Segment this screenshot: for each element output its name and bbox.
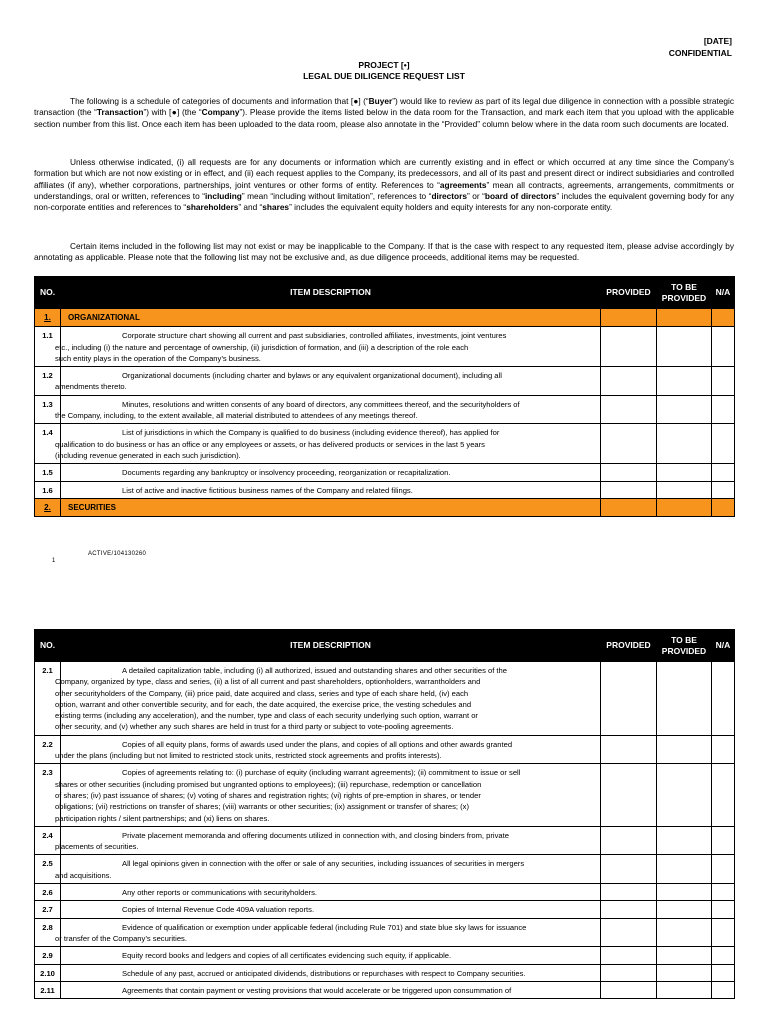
item-number: 2.3: [35, 764, 61, 826]
item-description: [55, 395, 601, 424]
item-description: [61, 947, 601, 964]
table-header-row: [35, 277, 735, 309]
na-cell[interactable]: [712, 662, 735, 736]
description-line: Any other reports or communications with securityholders.: [122, 888, 317, 898]
to-be-provided-cell[interactable]: [657, 884, 712, 901]
item-number: 1.6: [35, 481, 61, 498]
document-id-footer: ACTIVE/104130260: [88, 551, 147, 557]
item-description: [55, 918, 601, 947]
to-be-provided-cell[interactable]: [657, 464, 712, 481]
paragraph-text: ” mean all contracts, agreements, arrangements, commitments or understandings, oral or written, references to “: [34, 179, 734, 201]
column-header-na: N/A: [712, 277, 735, 309]
column-header-to-be-provided: TO BE PROVIDED: [657, 277, 712, 309]
paragraph-text: ” includes the equivalent governing body for any non-corporate entities and references to “: [34, 190, 734, 213]
section-row: [35, 498, 735, 516]
na-cell[interactable]: [712, 764, 735, 826]
column-header-na: N/A: [712, 630, 735, 662]
description-line: existing terms (including any acceleration), and the number, type and class of each security underlying such option, warrant or: [55, 711, 478, 721]
provided-cell[interactable]: [601, 424, 657, 464]
provided-cell[interactable]: [601, 947, 657, 964]
to-be-provided-cell[interactable]: [657, 918, 712, 947]
na-cell[interactable]: [712, 367, 735, 396]
provided-cell[interactable]: [601, 901, 657, 918]
na-cell[interactable]: [712, 826, 735, 855]
paragraph-text: ”) with [●] (the “: [143, 107, 202, 118]
paragraph-text: ”). Please provide the items listed below in the data room for the Transaction, and mark each item that you upload with the applicable section number from this list. Once each item has been uploaded to the data room, please also annotate in the “Provided” column below where in the data room such documents are located.: [34, 107, 734, 129]
description-line: under the plans (including but not limited to restricted stock units, restricted stock agreements and profits interests).: [55, 751, 442, 761]
column-header-no: NO.: [35, 630, 61, 662]
na-cell[interactable]: [712, 735, 735, 764]
confidential-label: CONFIDENTIAL: [668, 48, 732, 58]
table-row: [35, 424, 735, 464]
description-line: obligations; (vii) restrictions on transfer of shares; (viii) warrants or other securities; (ix) assignment or transfer of shares; (x): [55, 802, 469, 812]
description-line: List of jurisdictions in which the Company is qualified to do business (including evidence thereof), has applied for: [122, 428, 500, 438]
description-line: Agreements that contain payment or vesting provisions that would accelerate or be triggered upon consummation of: [122, 985, 512, 995]
to-be-provided-cell[interactable]: [657, 964, 712, 981]
description-line: Organizational documents (including charter and bylaws or any equivalent organizational document), including all: [122, 371, 502, 381]
item-description: [61, 981, 601, 998]
to-be-provided-cell[interactable]: [657, 327, 712, 367]
column-header-provided: PROVIDED: [601, 277, 657, 309]
description-line: etc., including (i) the nature and percentage of ownership, (ii) jurisdiction of formation, and (iii) a description of the role each: [55, 342, 469, 352]
description-line: Minutes, resolutions and written consents of any board of directors, any committees thereof, and the securityholders of: [122, 399, 520, 409]
description-line: Equity record books and ledgers and copies of all certificates evidencing such equity, if applicable.: [122, 951, 452, 961]
item-number: 2.7: [35, 901, 61, 918]
description-line: or transfer of the Company’s securities.: [55, 933, 187, 943]
provided-cell[interactable]: [601, 884, 657, 901]
item-description: [55, 327, 601, 367]
table-row: [35, 327, 735, 367]
item-description: [55, 764, 601, 826]
to-be-provided-cell[interactable]: [657, 764, 712, 826]
na-cell[interactable]: [712, 918, 735, 947]
table-row: [35, 901, 735, 918]
page-number: 1: [52, 558, 56, 564]
column-header-provided: PROVIDED: [601, 630, 657, 662]
to-be-provided-cell[interactable]: [657, 826, 712, 855]
na-cell[interactable]: [712, 498, 735, 516]
table-row: [35, 918, 735, 947]
table-row: [35, 764, 735, 826]
section-title: ORGANIZATIONAL: [61, 309, 601, 327]
to-be-provided-cell[interactable]: [657, 309, 712, 327]
intro-paragraph-1: [34, 96, 734, 130]
description-line: amendments thereto.: [55, 382, 127, 392]
provided-cell[interactable]: [601, 662, 657, 736]
description-line: Documents regarding any bankruptcy or insolvency proceeding, reorganization or recapitalization.: [122, 468, 451, 478]
provided-cell[interactable]: [601, 395, 657, 424]
description-line: the Company, including, to the extent available, all material distributed to attendees of any meetings thereof.: [55, 411, 418, 421]
table-row: [35, 964, 735, 981]
column-header-no: NO.: [35, 277, 61, 309]
na-cell[interactable]: [712, 855, 735, 884]
description-line: List of active and inactive fictitious business names of the Company and related filings.: [122, 485, 413, 495]
to-be-provided-cell[interactable]: [657, 947, 712, 964]
description-line: other securityholders of the Company, (iii) price paid, date acquired and class, series and type of each share held, (iv) each: [55, 688, 469, 698]
table-row: [35, 481, 735, 498]
item-number: 1.2: [35, 367, 61, 396]
document-title: LEGAL DUE DILIGENCE REQUEST LIST: [303, 71, 465, 81]
table-row: [35, 826, 735, 855]
defined-term: Buyer: [368, 96, 393, 106]
paragraph-text: ” and “: [238, 202, 263, 213]
description-line: (including revenue generated in each such jurisdiction).: [55, 450, 241, 460]
table-row: [35, 662, 735, 736]
description-line: participation rights / silent partnerships; and (xi) liens on shares.: [55, 813, 270, 823]
column-header-item-description: ITEM DESCRIPTION: [61, 630, 601, 662]
description-line: other security, and (v) whether any such shares are held in trust for a third party or subject to vote-pooling agreements.: [55, 722, 454, 732]
item-description: [61, 964, 601, 981]
paragraph-text: ” or “: [466, 190, 485, 201]
request-table-page-2: [34, 629, 735, 999]
na-cell[interactable]: [712, 424, 735, 464]
defined-term: board of directors: [484, 190, 557, 201]
item-number: 1.1: [35, 327, 61, 367]
provided-cell[interactable]: [601, 981, 657, 998]
provided-cell[interactable]: [601, 735, 657, 764]
na-cell[interactable]: [712, 464, 735, 481]
table-row: [35, 464, 735, 481]
item-number: 2.11: [35, 981, 61, 998]
provided-cell[interactable]: [601, 481, 657, 498]
column-header-to-be-provided: TO BE PROVIDED: [657, 630, 712, 662]
description-line: of shares; (iv) past issuance of shares; (v) voting of shares and registration rights; (vi) rights of pre-emption in shares, or tender: [55, 790, 481, 800]
description-line: Private placement memoranda and offering documents utilized in connection with, and closing binders from, private: [122, 830, 509, 840]
paragraph-text: ” includes the equivalent equity holders and equity interests for any non-corporate entity.: [289, 202, 613, 213]
description-line: Copies of Internal Revenue Code 409A valuation reports.: [122, 905, 315, 915]
na-cell[interactable]: [712, 395, 735, 424]
item-number: 1.3: [35, 395, 61, 424]
paragraph-text: ” mean “including without limitation”, references to “: [241, 190, 432, 201]
to-be-provided-cell[interactable]: [657, 395, 712, 424]
description-line: Copies of all equity plans, forms of awards used under the plans, and copies of all options and other awards granted: [122, 739, 513, 749]
item-number: 2.9: [35, 947, 61, 964]
item-description: [55, 367, 601, 396]
table-header-row: [35, 630, 735, 662]
item-description: [61, 481, 601, 498]
item-number: 2.2: [35, 735, 61, 764]
to-be-provided-cell[interactable]: [657, 855, 712, 884]
na-cell[interactable]: [712, 981, 735, 998]
table-row: [35, 947, 735, 964]
provided-cell[interactable]: [601, 855, 657, 884]
table-row: [35, 367, 735, 396]
paragraph-text: ”) would like to review as part of its legal due diligence in connection with a possible strategic transaction (the “: [34, 96, 735, 118]
project-title: PROJECT [•]: [358, 60, 410, 70]
request-table-page-1: [34, 276, 735, 517]
item-number: 2.5: [35, 855, 61, 884]
item-description: [61, 901, 601, 918]
item-description: [55, 662, 601, 736]
description-line: shares or other securities (including promised but ungranted options to employees); (iii) repurchase, redemption or cancellation: [55, 779, 482, 789]
provided-cell[interactable]: [601, 309, 657, 327]
to-be-provided-cell[interactable]: [657, 424, 712, 464]
description-line: Corporate structure chart showing all current and past subsidiaries, controlled affiliates, investments, joint ventures: [122, 331, 507, 341]
section-number: 1.: [35, 309, 61, 327]
defined-term: shares: [262, 202, 290, 213]
to-be-provided-cell[interactable]: [657, 498, 712, 516]
na-cell[interactable]: [712, 327, 735, 367]
na-cell[interactable]: [712, 481, 735, 498]
provided-cell[interactable]: [601, 464, 657, 481]
provided-cell[interactable]: [601, 964, 657, 981]
defined-term: Company: [201, 107, 240, 118]
paragraph-text: Unless otherwise indicated, (i) all requests are for any documents or information which are currently existing and in effect or which occurred at any time since the Company’s formation but which are not now existing or in effect, and (ii) each request applies to the Company, its predecessors, and all of its past and present direct or indirect subsidiaries and controlled affiliates (if any), whether corporations, partnerships, joint ventures or other forms of entity. References to “: [34, 157, 734, 190]
item-description: [55, 826, 601, 855]
table-row: [35, 395, 735, 424]
to-be-provided-cell[interactable]: [657, 735, 712, 764]
item-number: 2.6: [35, 884, 61, 901]
provided-cell[interactable]: [601, 764, 657, 826]
provided-cell[interactable]: [601, 826, 657, 855]
item-description: [55, 424, 601, 464]
item-number: 2.10: [35, 964, 61, 981]
to-be-provided-cell[interactable]: [657, 981, 712, 998]
item-description: [55, 735, 601, 764]
defined-term: Transaction: [96, 107, 144, 118]
description-line: All legal opinions given in connection with the offer or sale of any securities, including issuances of securities in mergers: [122, 859, 525, 869]
intro-paragraph-3: [34, 241, 734, 264]
to-be-provided-cell[interactable]: [657, 481, 712, 498]
section-title: SECURITIES: [61, 498, 601, 516]
description-line: option, warrant and other convertible security, and for each, the date acquired, the exercise price, the vesting schedules and: [55, 699, 472, 709]
table-row: [35, 855, 735, 884]
section-row: [35, 309, 735, 327]
table-row: [35, 981, 735, 998]
description-line: qualification to do business or has an office or any employees or assets, or has delivered products or services in the last 5 years: [55, 439, 485, 449]
column-header-item-description: ITEM DESCRIPTION: [61, 277, 601, 309]
provided-cell[interactable]: [601, 498, 657, 516]
description-line: Copies of agreements relating to: (i) purchase of equity (including warrant agreements); (ii) commitment to issue or sell: [122, 768, 521, 778]
na-cell[interactable]: [712, 964, 735, 981]
paragraph-text: The following is a schedule of categories of documents and information that [●] (“: [70, 96, 369, 106]
na-cell[interactable]: [712, 884, 735, 901]
table-row: [35, 735, 735, 764]
paragraph-text: Certain items included in the following list may not exist or may be inapplicable to the Company. If that is the case with respect to any requested item, please advise accordingly by annotating as applicable. Please note that the following list may not be exclusive and, as due diligence proceeds, additional items may be requested.: [34, 241, 734, 263]
section-number: 2.: [35, 498, 61, 516]
na-cell[interactable]: [712, 309, 735, 327]
description-line: Evidence of qualification or exemption under applicable federal (including Rule 701) and state blue sky laws for issuance: [122, 922, 527, 932]
description-line: Schedule of any past, accrued or anticipated dividends, distributions or repurchases with respect to Company securities.: [122, 968, 526, 978]
item-number: 1.4: [35, 424, 61, 464]
description-line: and acquisitions.: [55, 870, 112, 880]
na-cell[interactable]: [712, 947, 735, 964]
provided-cell[interactable]: [601, 327, 657, 367]
description-line: placements of securities.: [55, 842, 139, 852]
description-line: A detailed capitalization table, including (i) all authorized, issued and outstanding shares and other securities of the: [122, 666, 507, 675]
defined-term: directors: [431, 190, 467, 201]
item-description: [61, 464, 601, 481]
defined-term: including: [204, 190, 242, 201]
intro-paragraph-2: [34, 157, 734, 213]
defined-term: agreements: [439, 179, 487, 190]
description-line: Company, organized by type, class and series, (ii) a list of all current and past shareholders, optionholders, warrantholders and: [55, 677, 481, 687]
to-be-provided-cell[interactable]: [657, 367, 712, 396]
item-description: [61, 884, 601, 901]
document-date: [DATE]: [703, 36, 732, 46]
item-number: 2.1: [35, 662, 61, 736]
provided-cell[interactable]: [601, 918, 657, 947]
item-number: 2.8: [35, 918, 61, 947]
to-be-provided-cell[interactable]: [657, 662, 712, 736]
description-line: such entity plays in the operation of the Company’s business.: [55, 353, 261, 363]
na-cell[interactable]: [712, 901, 735, 918]
to-be-provided-cell[interactable]: [657, 901, 712, 918]
item-number: 2.4: [35, 826, 61, 855]
provided-cell[interactable]: [601, 367, 657, 396]
item-number: 1.5: [35, 464, 61, 481]
defined-term: shareholders: [186, 202, 239, 213]
item-description: [55, 855, 601, 884]
table-row: [35, 884, 735, 901]
